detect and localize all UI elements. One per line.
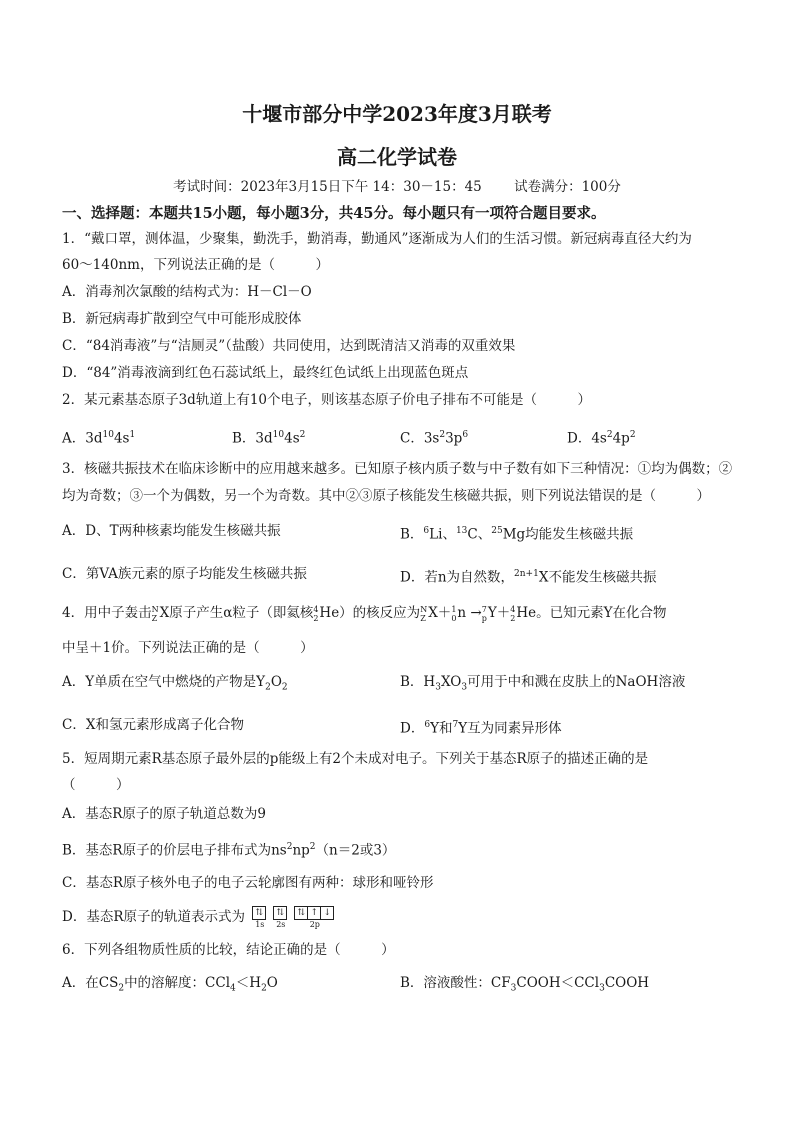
nuclide-n: 1 0 [451,604,457,623]
q3-stem-line1: 3．核磁共振技术在临床诊断中的应用越来越多。已知原子核内质子数与中子数有如下三种情况：①均为偶数；② [62,461,733,477]
q5-stem-line2: （ ） [62,777,130,793]
q2-option-a: A．$3d^{10}4s^1$ [62,430,136,447]
orbital-2s: ⇅ 2s [274,906,287,929]
q2-option-d: D．$4s^24p^2$ [567,430,636,447]
nuclide-he: 4 2 [313,604,319,623]
q1-option-d: D．“84”消毒液滴到红色石蕊试纸上，最终红色试纸上出现蓝色斑点 [62,365,469,381]
exam-subtitle: 高二化学试卷 [337,145,457,169]
q5-option-a: A．基态R原子的原子轨道总数为9 [62,806,267,822]
exam-time: 考试时间：2023年3月15日下午 14：30－15：45 [173,179,482,195]
q4-option-c: C．X和氢元素形成离子化合物 [62,717,244,733]
full-score: 试卷满分：100分 [514,179,621,195]
q5-stem-line1: 5．短周期元素R基态原子最外层的p能级上有2个未成对电子。下列关于基态R原子的描述正确的是 [62,751,649,767]
orbital-1s: ⇅ 1s [253,906,266,929]
q3-option-c: C．第VA族元素的原子均能发生核磁共振 [62,566,307,582]
q1-option-b: B．新冠病毒扩散到空气中可能形成胶体 [62,311,302,327]
q6-option-b: B．溶液酸性：$CF_3COOH<CCl_3COOH$ [400,975,650,994]
q3-stem-line2: 均为奇数；③一个为偶数，另一个为奇数。其中②③原子核能发生核磁共振，则下列说法错误的是（ ） [62,488,710,504]
q2-stem: 2．某元素基态原子3d轨道上有10个电子，则该基态原子价电子排布不可能是（ ） [62,392,591,408]
exam-meta [0,175,794,195]
q3-option-b: B．$^6$Li、$^{13}$C、$^{25}$Mg均能发生核磁共振 [400,526,634,543]
q1-stem-line1: 1．“戴口罩，测体温，少聚集，勤洗手，勤消毒，勤通风”逐渐成为人们的生活习惯。新冠病毒直径大约为 [62,231,692,247]
q2-option-b: B．$3d^{10}4s^2$ [232,430,306,447]
nuclide-he-eq: 4 2 [510,604,516,623]
nuclide-x-eq: N Z [420,604,428,623]
orbital-diagram [253,906,342,929]
q6-option-a: A．在$CS_2$中的溶解度：$CCl_4<H_2O$ [62,975,278,994]
q3-option-d: D．若n为自然数，$^{2n+1}$X不能发生核磁共振 [400,569,657,586]
nuclide-y: 7 p [481,604,487,623]
q1-stem-line2: 60～140nm，下列说法正确的是（ ） [62,257,329,273]
q4-option-d: D．$^6$Y和$^7$Y互为同素异形体 [400,720,562,737]
q4-option-b: B．$H_3XO_3$可用于中和溅在皮肤上的NaOH溶液 [400,674,686,693]
q2-option-c: C．$3s^23p^6$ [400,430,469,447]
q3-option-a: A．D、T两种核素均能发生核磁共振 [62,523,281,539]
section-heading: 一、选择题：本题共15小题，每小题3分，共45分。每小题只有一项符合题目要求。 [62,205,606,222]
q4-stem-line1: 4．用中子轰击 N Z X原子产生α粒子（即氦核 4 2 He）的核反应为 N Z X＋ 1 0 n → 7 p Y＋ 4 2 He。已知元素Y在化合物 [62,604,667,623]
q6-stem: 6．下列各组物质性质的比较，结论正确的是（ ） [62,942,395,958]
q1-option-c: C．“84消毒液”与“洁厕灵”（盐酸）共同使用，达到既清洁又消毒的双重效果 [62,338,516,354]
exam-title: 十堰市部分中学2023年度3月联考 [242,102,552,126]
q5-option-d: D．基态R原子的轨道表示式为 ⇅ 1s ⇅ 2s ⇅ ↑ ↓ 2p [62,906,342,929]
q4-stem-line2: 中呈＋1价。下列说法正确的是（ ） [62,640,314,656]
q4-option-a: A．Y单质在空气中燃烧的产物是$Y_2O_2$ [62,674,288,693]
q5-option-c: C．基态R原子核外电子的电子云轮廓图有两种：球形和哑铃形 [62,875,434,891]
nuclide-x: N Z [151,604,159,623]
orbital-2p: ⇅ ↑ ↓ 2p [295,906,334,929]
q5-option-b: B．基态R原子的价层电子排布式为$ns^2np^2(n=2$或3） [62,842,396,859]
q1-option-a: A．消毒剂次氯酸的结构式为：H－Cl－O [62,284,312,300]
